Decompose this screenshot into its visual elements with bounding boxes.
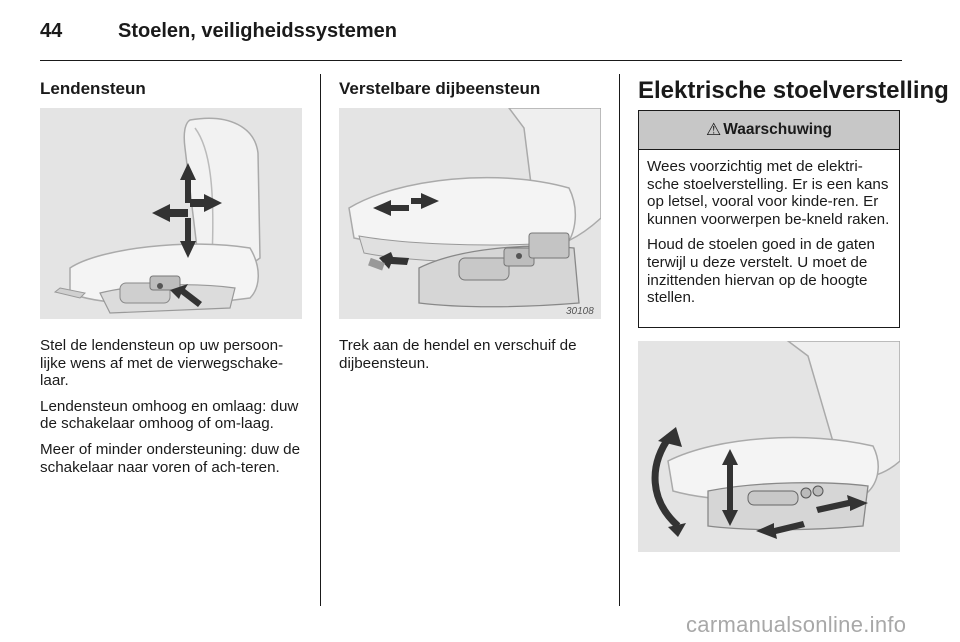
body-text-thigh-support [339,337,601,380]
paragraph: Trek aan de hendel en verschuif de dijbeensteun. [339,337,577,372]
warning-header [639,111,899,150]
warning-title: Waarschuwing [723,121,833,138]
paragraph: Meer of minder ondersteuning: duw de schakelaar naar voren of ach-teren. [40,440,301,476]
body-text-lumbar [40,337,302,484]
paragraph: Stel de lendensteun op uw persoon-lijke wens af met de vierwegschake-laar. [40,337,284,390]
warning-triangle-icon: ⚠ [705,120,722,139]
section-heading-electric-adjustment: Elektrische stoelverstelling [638,77,949,104]
figure-thigh-support [339,108,601,319]
column-divider [619,74,620,606]
figure-number: 30108 [566,306,594,317]
header-rule [40,60,902,61]
warning-box [638,110,900,328]
figure-electric-seat [638,341,900,552]
paragraph: Wees voorzichtig met de elektri-sche stoelverstelling. Er is een kans op letsel, vooral voor kinde-ren. Er kunnen voorwerpen be-kneld raken. [647,158,890,228]
warning-body [639,150,899,307]
page-number: 44 [40,20,63,42]
paragraph: Lendensteun omhoog en omlaag: duw de schakelaar omhoog of om-laag. [40,397,299,433]
watermark: carmanualsonline.info [686,612,907,637]
column-divider [320,74,321,606]
seat-thigh-support-icon [339,108,601,319]
section-heading-thigh-support: Verstelbare dijbeensteun [339,79,541,98]
page-title: Stoelen, veiligheidssystemen [118,20,397,42]
seat-electric-adjust-icon [638,341,900,552]
figure-lumbar-support [40,108,302,319]
seat-lumbar-icon [40,108,302,319]
section-heading-lumbar: Lendensteun [40,79,146,98]
paragraph: Houd de stoelen goed in de gaten terwijl u deze verstelt. U moet de inzittenden hiervan op de hoogte stellen. [647,236,875,307]
